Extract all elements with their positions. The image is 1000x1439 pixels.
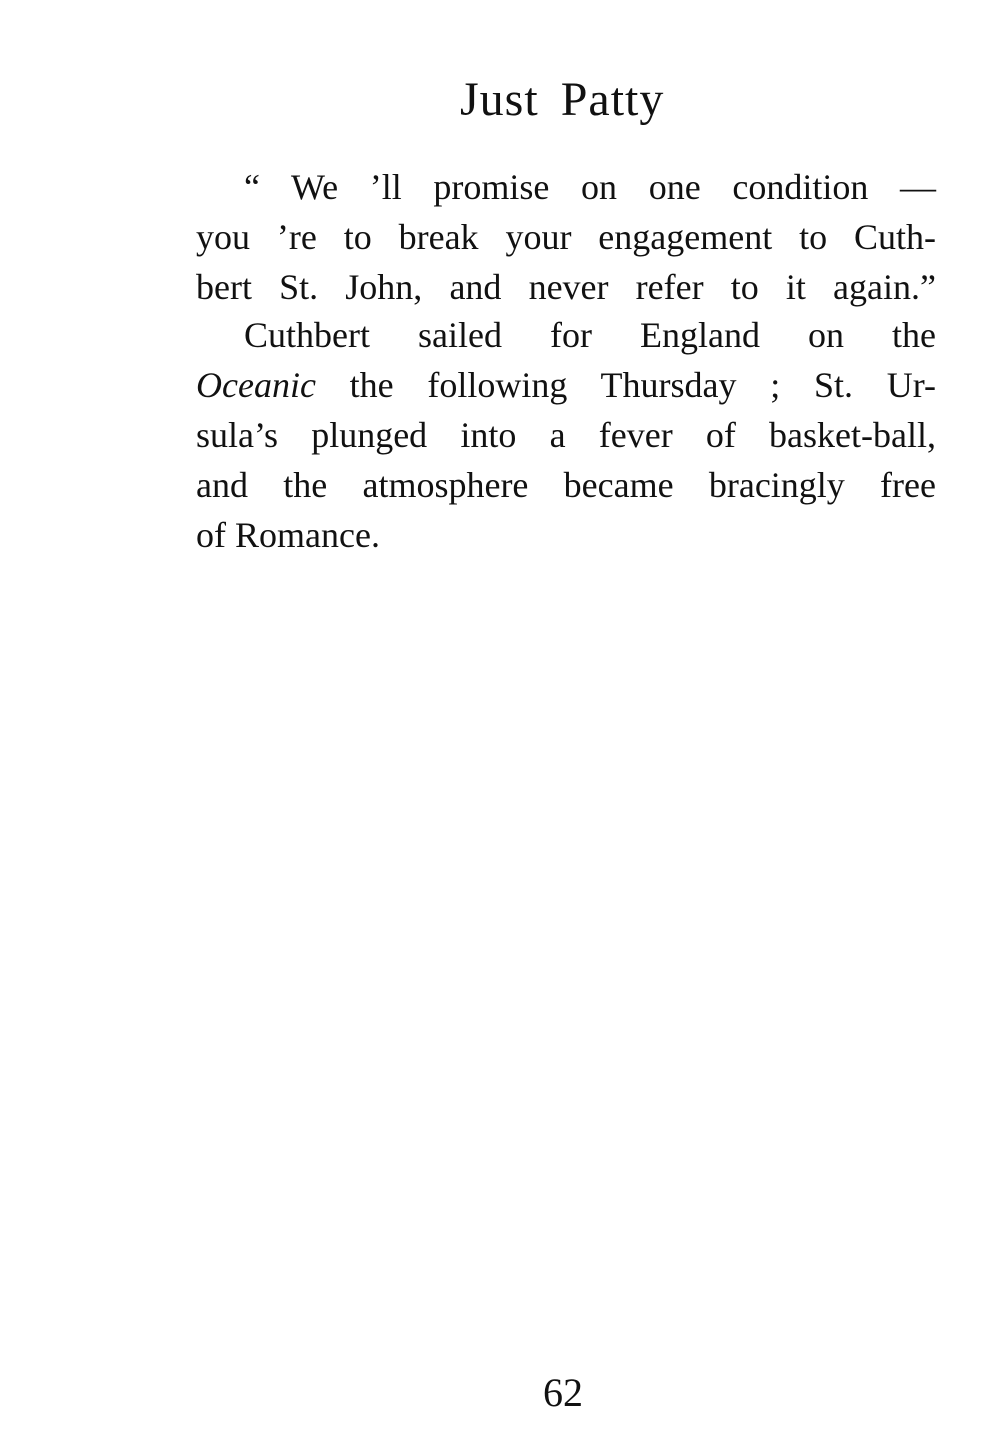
paragraph-1-line-1: “ We ’ll promise on one condition — xyxy=(244,167,936,207)
paragraph-2-line-2 xyxy=(196,360,936,410)
ship-name: Oceanic xyxy=(196,365,316,405)
paragraph-1-line-3: bert St. John, and never refer to it again.” xyxy=(196,267,936,307)
paragraph-2-line-3: sula’s plunged into a fever of basket-ball, xyxy=(196,415,936,455)
paragraph-2-line-1: Cuthbert sailed for England on the xyxy=(244,315,936,355)
paragraph-2 xyxy=(196,310,936,560)
running-head xyxy=(460,70,664,130)
running-head-word-1: Just xyxy=(460,73,539,126)
paragraph-1-line-2: you ’re to break your engagement to Cuth- xyxy=(196,217,936,257)
paragraph-2-line-5: of Romance. xyxy=(196,515,380,555)
running-head-word-2: Patty xyxy=(560,73,665,126)
body-text xyxy=(196,162,936,560)
page-number: 62 xyxy=(543,1370,583,1415)
paragraph-1 xyxy=(196,162,936,312)
paragraph-2-line-2-rest: the following Thursday ; St. Ur- xyxy=(315,365,936,405)
paragraph-2-line-4: and the atmosphere became bracingly free xyxy=(196,465,936,505)
